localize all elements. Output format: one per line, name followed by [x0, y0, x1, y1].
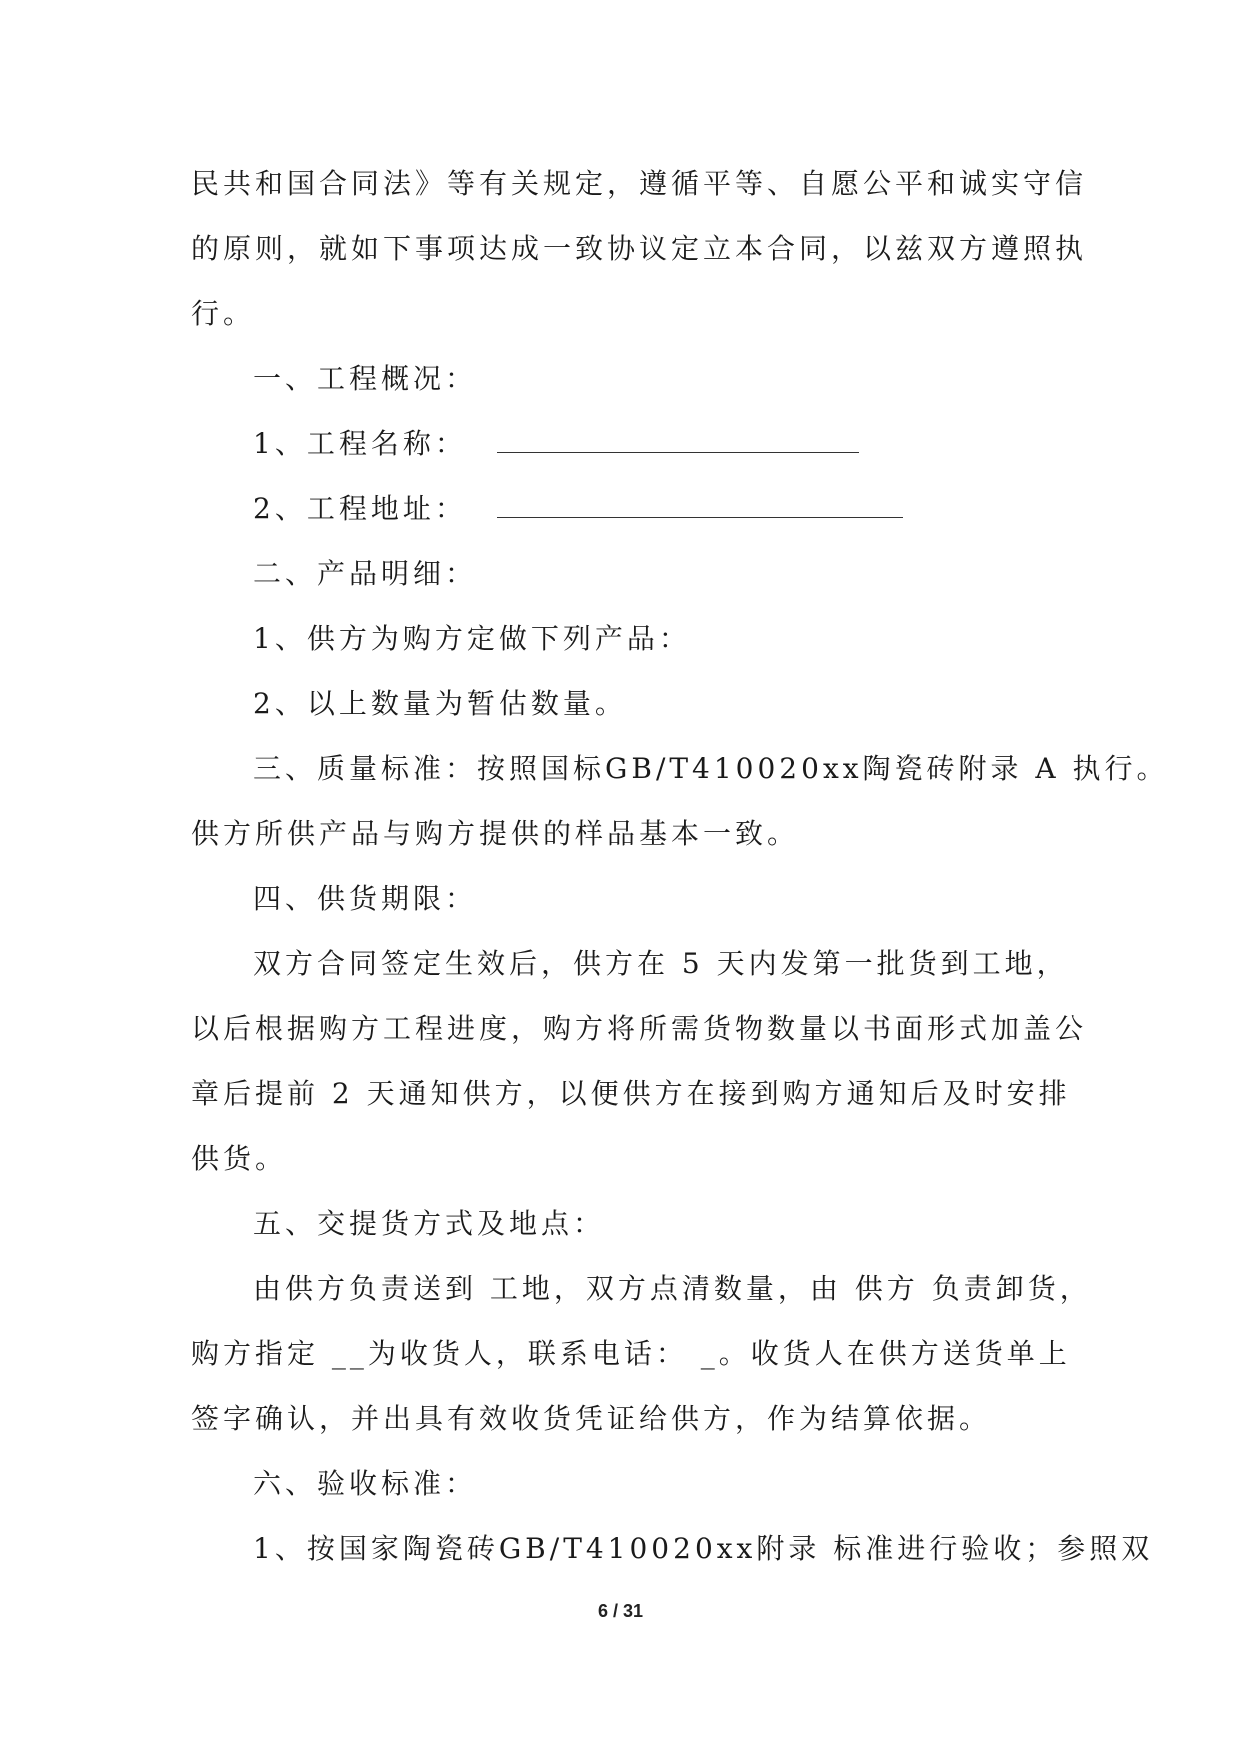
- line-text: 供方所供产品与购方提供的样品基本一致。: [191, 817, 800, 850]
- line-text: 一、工程概况：: [253, 362, 478, 395]
- text-line: [191, 1068, 1071, 1133]
- line-text: 1、工程名称：: [253, 427, 467, 460]
- text-line: [191, 158, 1088, 223]
- text-line: [191, 1263, 1092, 1328]
- document-body: [191, 158, 1169, 1588]
- page-number: 6 / 31: [597, 1601, 644, 1621]
- text-line: [191, 1393, 1051, 1458]
- text-line: [191, 743, 1169, 808]
- line-text: 民共和国合同法》等有关规定，遵循平等、自愿公平和诚实守信: [191, 167, 1088, 200]
- text-line: [191, 808, 1051, 873]
- text-line: [191, 1198, 1051, 1263]
- fill-in-blank-line: [497, 422, 859, 453]
- line-text: 五、交提货方式及地点：: [253, 1207, 606, 1240]
- text-line: [191, 1458, 1051, 1523]
- text-line: [191, 548, 1051, 613]
- line-text: 供货。: [191, 1142, 288, 1175]
- text-line: [191, 873, 1051, 938]
- line-text: 购方指定 __为收货人，联系电话： _。收货人在供方送货单上: [191, 1337, 1071, 1370]
- line-text: 以后根据购方工程进度，购方将所需货物数量以书面形式加盖公: [191, 1012, 1088, 1045]
- text-line: [191, 1003, 1088, 1068]
- line-text: 1、按国家陶瓷砖GB/T410020xx附录 标准进行验收；参照双: [253, 1532, 1154, 1565]
- text-line: [191, 353, 1051, 418]
- line-text: 由供方负责送到 工地，双方点清数量，由 供方 负责卸货，: [253, 1272, 1092, 1305]
- line-text: 签字确认，并出具有效收货凭证给供方，作为结算依据。: [191, 1402, 992, 1435]
- line-text: 章后提前 2 天通知供方，以便供方在接到购方通知后及时安排: [191, 1077, 1071, 1110]
- text-line: [191, 613, 1051, 678]
- line-text: 1、供方为购方定做下列产品：: [253, 622, 691, 655]
- line-text: 2、工程地址：: [253, 492, 467, 525]
- text-line: [191, 223, 1088, 288]
- text-line: [191, 288, 1051, 353]
- text-line: [191, 1328, 1071, 1393]
- text-line: [191, 418, 1051, 483]
- line-text: 2、以上数量为暂估数量。: [253, 687, 627, 720]
- line-text: 双方合同签定生效后，供方在 5 天内发第一批货到工地，: [253, 947, 1069, 980]
- text-line: [191, 483, 1051, 548]
- text-line: [191, 678, 1051, 743]
- line-text: 的原则，就如下事项达成一致协议定立本合同，以兹双方遵照执: [191, 232, 1088, 265]
- text-line: [191, 1523, 1154, 1588]
- line-text: 二、产品明细：: [253, 557, 478, 590]
- line-text: 行。: [191, 297, 256, 330]
- line-text: 四、供货期限：: [253, 882, 478, 915]
- line-text: 三、质量标准：按照国标GB/T410020xx陶瓷砖附录 A 执行。: [253, 752, 1169, 785]
- text-line: [191, 1133, 1051, 1198]
- fill-in-blank-line: [497, 487, 903, 518]
- line-text: 六、验收标准：: [253, 1467, 478, 1500]
- text-line: [191, 938, 1069, 1003]
